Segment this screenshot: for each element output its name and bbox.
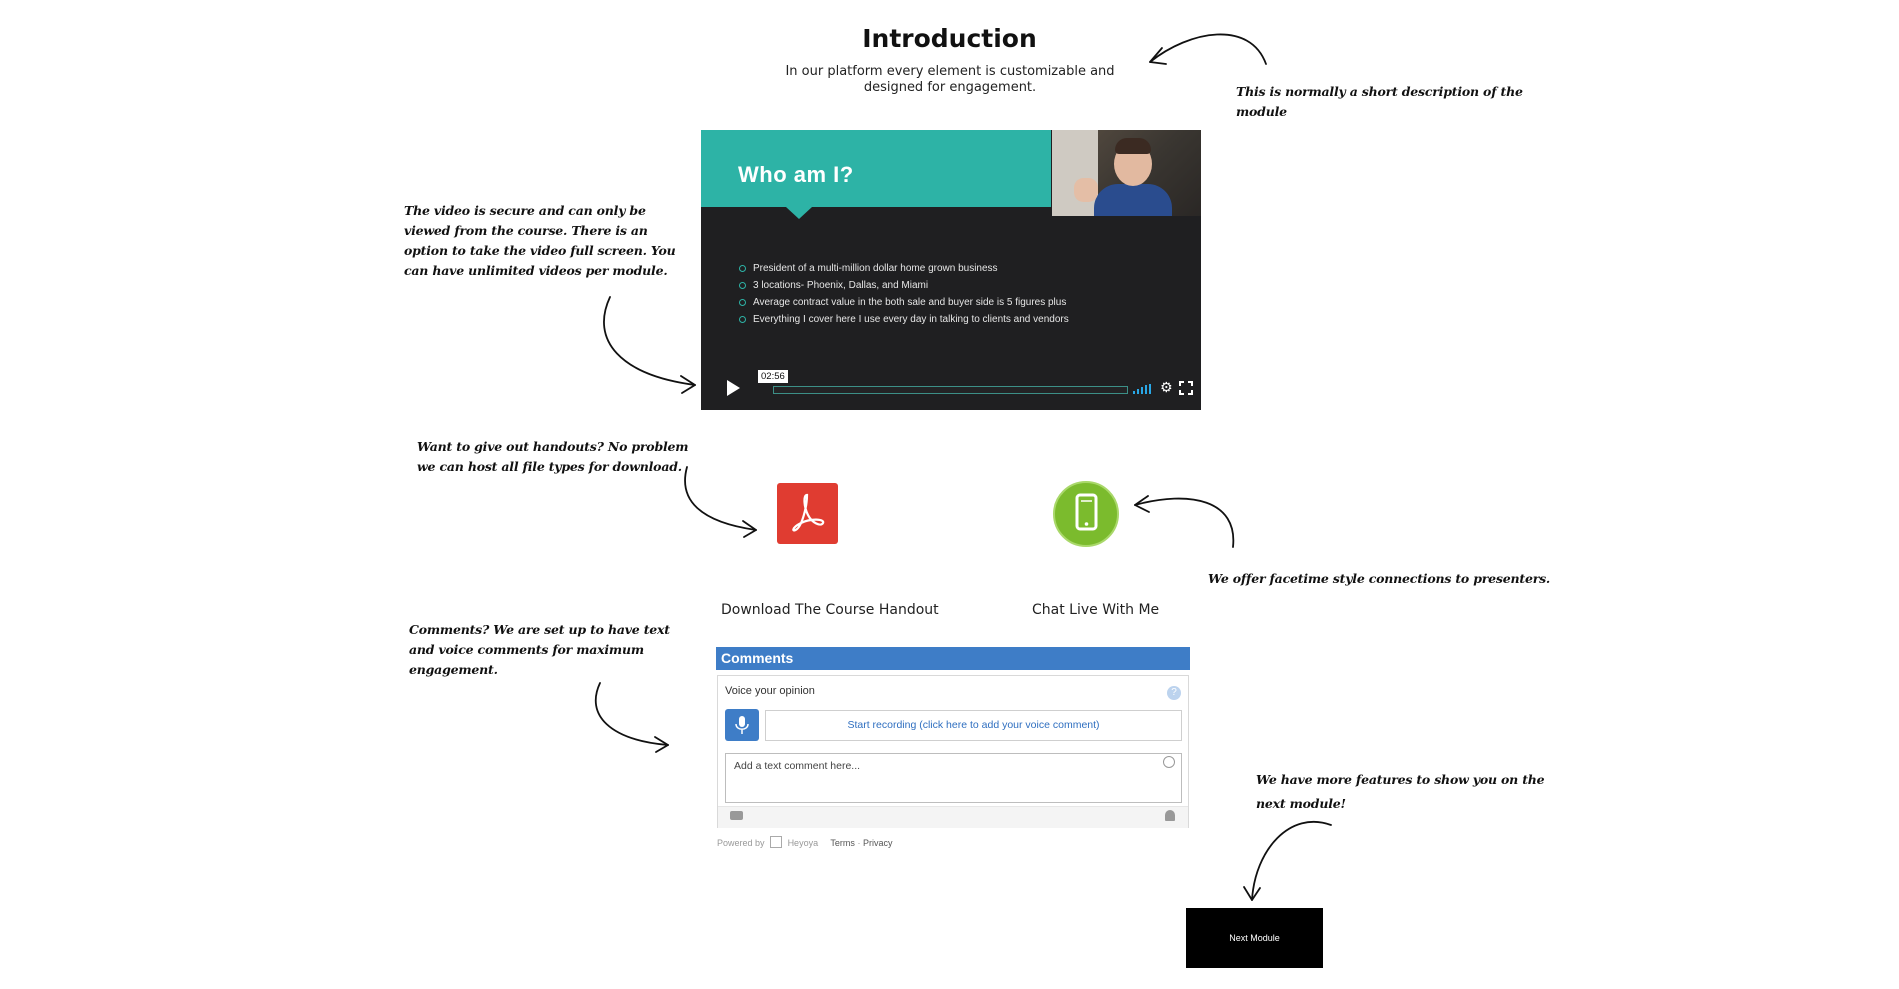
camera-icon[interactable] [730,811,743,820]
phone-icon[interactable] [1053,481,1119,547]
slide-bullets [739,260,1069,328]
download-handout-link[interactable]: Download The Course Handout [721,602,939,618]
comment-toolbar [718,806,1188,828]
presenter-webcam [1052,130,1201,216]
note-more-features: We have more features to show you on the next module! [1256,772,1545,811]
link-separator: · [857,838,861,848]
bell-icon[interactable] [1165,810,1175,821]
note-module-description: This is normally a short description of the module [1236,84,1523,119]
slide-notch [786,207,812,219]
note-handouts: Want to give out handouts? No problem we can host all file types for download. [417,439,689,474]
emoji-icon[interactable] [1163,756,1175,768]
slide-bullet: President of a multi-million dollar home grown business [739,260,1069,277]
play-icon[interactable] [727,380,740,396]
note-facetime: We offer facetime style connections to presenters. [1208,571,1551,586]
help-icon[interactable]: ? [1167,686,1181,700]
slide-title: Who am I? [738,162,854,187]
slide-bullet: 3 locations- Phoenix, Dallas, and Miami [739,277,1069,294]
next-module-button[interactable]: Next Module [1186,908,1323,968]
brand-name: Heyoya [787,838,819,848]
video-timestamp: 02:56 [758,370,788,383]
slide-bullet: Average contract value in the both sale and buyer side is 5 figures plus [739,294,1069,311]
text-comment-input[interactable]: Add a text comment here... [725,753,1182,803]
microphone-icon [725,709,759,741]
microphone-button[interactable] [725,709,759,741]
volume-icon[interactable] [1133,384,1151,394]
settings-gear-icon[interactable]: ⚙ [1160,380,1173,396]
pdf-icon[interactable] [777,483,838,544]
start-recording-button[interactable]: Start recording (click here to add your voice comment) [765,710,1182,741]
note-comments: Comments? We are set up to have text and voice comments for maximum engagement. [409,622,670,677]
slide-bullet: Everything I cover here I use every day in talking to clients and vendors [739,311,1069,328]
chat-live-link[interactable]: Chat Live With Me [1032,602,1160,618]
terms-link[interactable]: Terms [830,838,855,848]
comments-widget [717,675,1189,828]
comments-header: Comments [716,647,1190,670]
voice-label: Voice your opinion [725,685,815,697]
privacy-link[interactable]: Privacy [862,838,893,848]
fullscreen-icon[interactable] [1179,381,1193,395]
powered-by [717,836,892,848]
page-title: Introduction [862,24,1037,53]
heyoya-logo-icon [770,836,782,848]
note-video: The video is secure and can only be viewed from the course. There is an option to take the video full screen. You can have unlimited videos per module. [404,203,676,278]
powered-by-label: Powered by [717,838,765,848]
video-player[interactable] [701,130,1201,410]
module-description: In our platform every element is customizable and designed for engagement. [785,64,1115,95]
video-progress-bar[interactable] [773,386,1128,394]
